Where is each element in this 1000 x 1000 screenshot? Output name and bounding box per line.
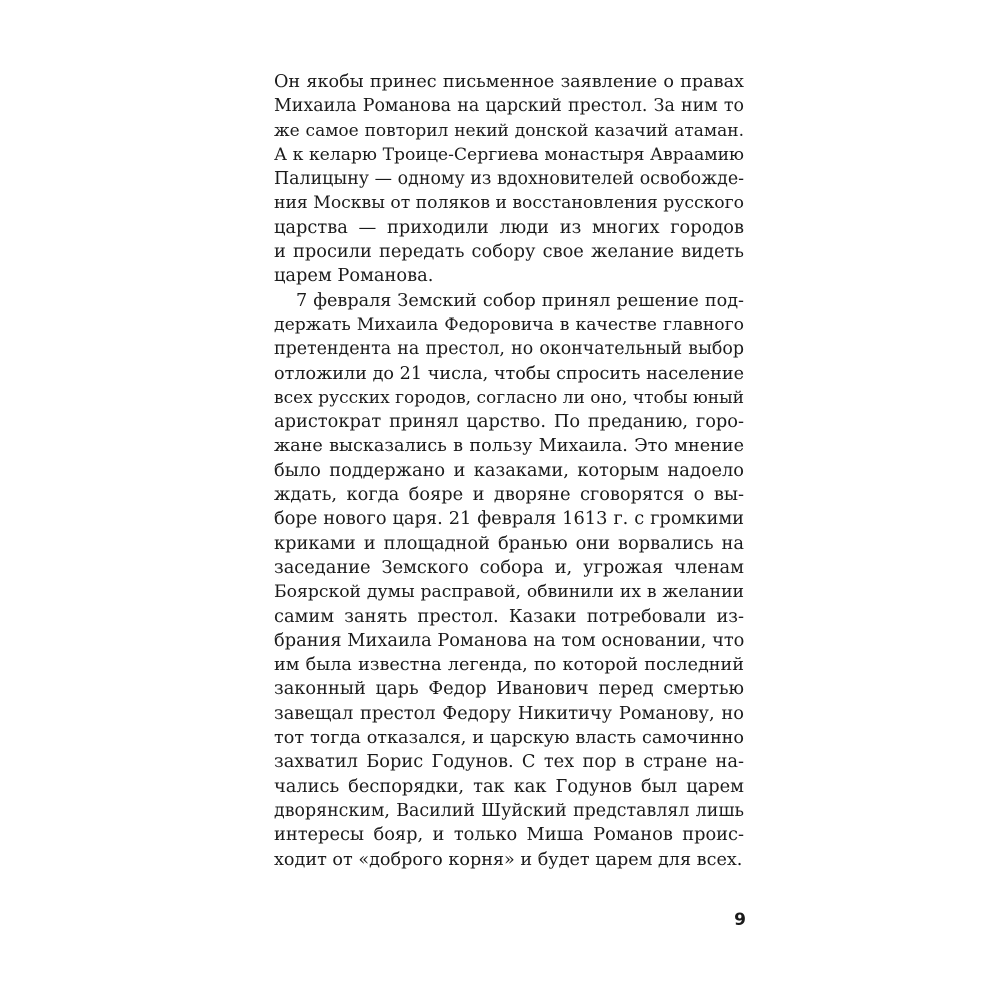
text-line: заседание Земского собора и, угрожая членам [274, 556, 744, 578]
text-line: ния Москвы от поляков и восстановления русского [274, 193, 745, 214]
text-line: Боярской думы расправой, обвинили их в желании [274, 582, 744, 603]
text-line: самим занять престол. Казаки потребовали из- [274, 605, 744, 627]
text-line: Михаила Романова на царский престол. За ним то [274, 96, 744, 117]
text-line: боре нового царя. 21 февраля 1613 г. с громкими [274, 508, 744, 530]
text-line: интересы бояр, и только Миша Романов проис- [274, 824, 744, 846]
text-line: завещал престол Федору Никитичу Романову, но [274, 702, 744, 724]
text-line: держать Михаила Федоровича в качестве главного [274, 314, 744, 335]
text-line: ходит от «доброго корня» и будет царем для всех. [274, 849, 743, 870]
text-line: и просили передать собору свое желание видеть [274, 241, 744, 263]
text-line: Палицыну — одному из вдохновителей освобожде- [274, 169, 744, 190]
page-number: 9 [734, 910, 746, 930]
text-line: царства — приходили люди из многих городов [274, 216, 744, 238]
text-line: дворянским, Василий Шуйский представлял лишь [274, 800, 744, 821]
text-line: А к келарю Троице-Сергиева монастыря Авраамию [274, 144, 744, 165]
page-body-text [274, 70, 744, 872]
text-line: было поддержано и казаками, которым надоело [274, 459, 744, 481]
text-line: претендента на престол, но окончательный выбор [274, 339, 744, 360]
text-line: ждать, когда бояре и дворяне сговорятся о вы- [274, 484, 744, 506]
paragraph-1 [274, 70, 744, 289]
text-line: же самое повторил некий донской казачий атаман. [274, 120, 744, 141]
text-line: тот тогда отказался, и царскую власть самочинно [274, 728, 744, 749]
text-line: законный царь Федор Иванович перед смертью [274, 678, 744, 700]
text-line: брания Михаила Романова на том основании, что [274, 629, 745, 651]
text-line: аристократ принял царство. По преданию, горо- [274, 411, 744, 433]
text-line: им была известна легенда, по которой последний [274, 655, 744, 676]
text-line: 7 февраля Земский собор принял решение под- [296, 290, 744, 311]
paragraph-2 [274, 289, 744, 872]
text-line: чались беспорядки, так как Годунов был царем [274, 775, 744, 797]
text-line: Он якобы принес письменное заявление о правах [274, 72, 744, 92]
text-line: царем Романова. [274, 265, 434, 287]
text-line: криками и площадной бранью они ворвались на [274, 532, 744, 554]
text-line: всех русских городов, согласно ли оно, чтобы юный [274, 387, 744, 408]
text-line: отложили до 21 числа, чтобы спросить население [274, 363, 744, 384]
text-line: захватил Борис Годунов. С тех пор в стране на- [274, 751, 744, 773]
text-line: жане высказались в пользу Михаила. Это мнение [274, 436, 744, 457]
